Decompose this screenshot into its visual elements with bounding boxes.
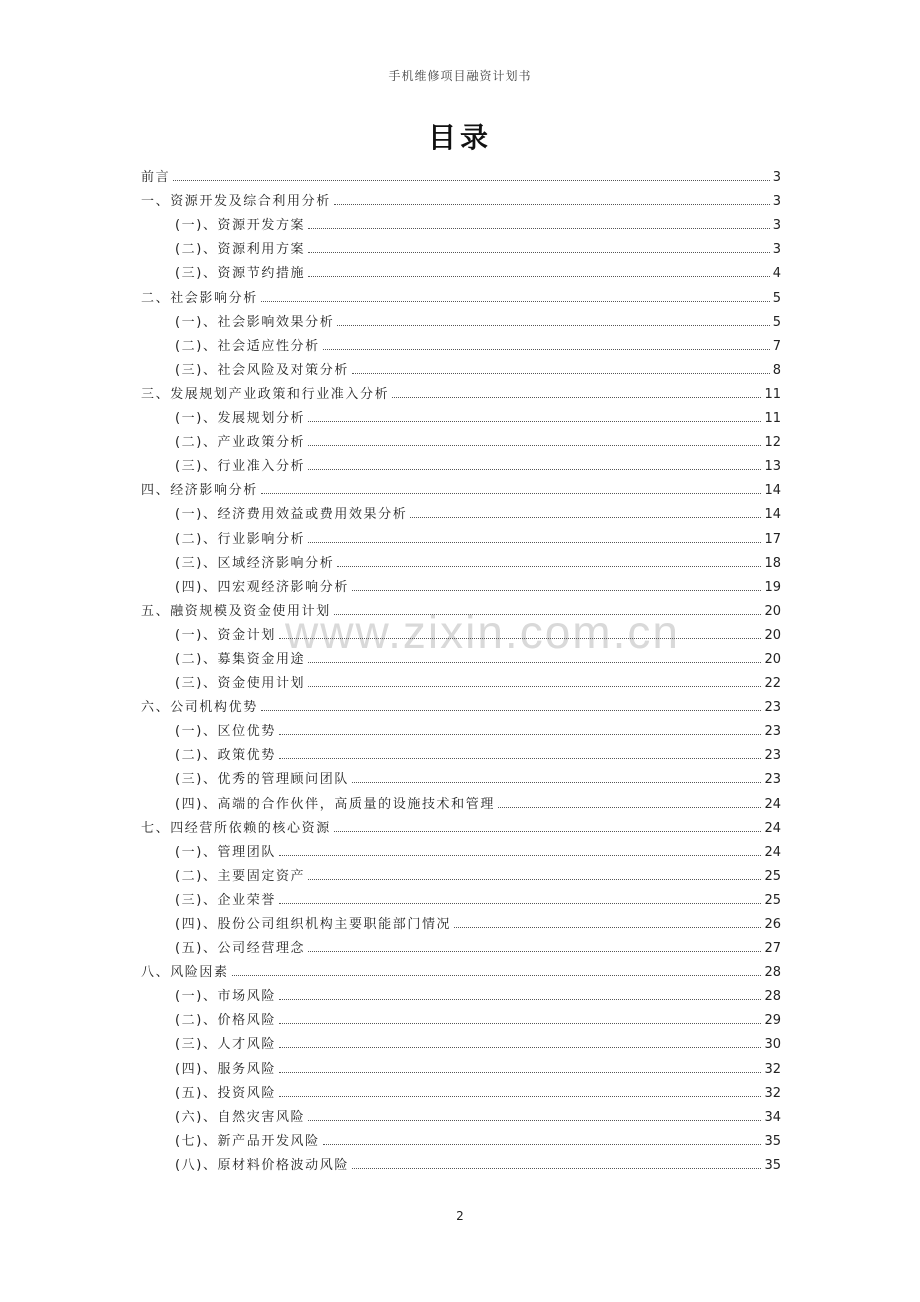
toc-dot-leader [410, 517, 761, 518]
toc-title: 目录 [427, 121, 492, 154]
toc-entry-text: (三)、社会风险及对策分析 [175, 362, 349, 378]
toc-entry[interactable] [141, 498, 781, 522]
toc-entry[interactable] [141, 980, 781, 1004]
toc-entry-text: (二)、募集资金用途 [175, 651, 306, 667]
toc-entry-text: 二、社会影响分析 [141, 290, 258, 306]
toc-entry[interactable] [141, 474, 781, 498]
toc-entry[interactable] [141, 547, 781, 571]
toc-entry[interactable] [141, 739, 781, 763]
toc-entry-page: 12 [764, 435, 781, 451]
toc-dot-leader [334, 204, 770, 205]
toc-entry[interactable] [141, 908, 781, 932]
toc-entry-page: 23 [764, 748, 781, 764]
toc-entry-text: (一)、区位优势 [175, 724, 276, 740]
watermark: www.zixin.com.cn [285, 606, 680, 658]
toc-entry[interactable] [141, 1101, 781, 1125]
toc-entry-text: (一)、经济费用效益或费用效果分析 [175, 507, 408, 523]
toc-entry[interactable] [141, 571, 781, 595]
toc-entry[interactable] [141, 378, 781, 402]
toc-dot-leader [352, 782, 762, 783]
toc-dot-leader [337, 325, 769, 326]
toc-entry-page: 27 [764, 941, 781, 957]
toc-entry-page: 5 [772, 314, 781, 330]
page-header: 手机维修项目融资计划书 [388, 69, 532, 83]
toc-entry-page: 11 [764, 386, 781, 402]
toc-dot-leader [352, 1168, 762, 1169]
toc-entry-text: (二)、产业政策分析 [175, 435, 306, 451]
toc-entry-text: (一)、管理团队 [175, 844, 276, 860]
toc-entry-text: 一、资源开发及综合利用分析 [141, 194, 331, 210]
toc-entry-page: 14 [764, 507, 781, 523]
toc-dot-leader [261, 710, 762, 711]
toc-entry-page: 18 [764, 555, 781, 571]
toc-entry[interactable] [141, 860, 781, 884]
toc-entry-page: 24 [764, 796, 781, 812]
toc-entry-text: (五)、公司经营理念 [175, 941, 306, 957]
toc-entry-page: 14 [764, 483, 781, 499]
toc-dot-leader [454, 927, 761, 928]
toc-entry-text: (二)、政策优势 [175, 748, 276, 764]
toc-entry-text: (一)、发展规划分析 [175, 411, 306, 427]
toc-entry-text: (七)、新产品开发风险 [175, 1133, 320, 1149]
toc-entry[interactable] [141, 884, 781, 908]
toc-entry[interactable] [141, 836, 781, 860]
toc-entry-page: 24 [764, 844, 781, 860]
toc-dot-leader [232, 975, 762, 976]
toc-entry-page: 29 [764, 1013, 781, 1029]
toc-dot-leader [308, 879, 761, 880]
toc-entry[interactable] [141, 1028, 781, 1052]
toc-entry-text: (四)、服务风险 [175, 1061, 276, 1077]
toc-entry-text: 七、四经营所依赖的核心资源 [141, 820, 331, 836]
toc-entry[interactable] [141, 354, 781, 378]
toc-entry-text: (四)、股份公司组织机构主要职能部门情况 [175, 917, 452, 932]
toc-entry-text: (三)、资金使用计划 [175, 676, 306, 692]
toc-dot-leader [308, 276, 770, 277]
toc-entry-page: 11 [764, 411, 781, 427]
toc-dot-leader [279, 999, 762, 1000]
toc-entry-page: 20 [764, 651, 781, 667]
toc-entry-text: (四)、高端的合作伙伴，高质量的设施技术和管理 [175, 796, 495, 812]
toc-dot-leader [308, 1120, 761, 1121]
toc-dot-leader [323, 349, 770, 350]
toc-entry[interactable] [141, 691, 781, 715]
toc-dot-leader [279, 855, 762, 856]
toc-entry[interactable] [141, 1052, 781, 1076]
toc-entry[interactable] [141, 763, 781, 787]
toc-entry-text: (三)、优秀的管理顾问团队 [175, 772, 349, 788]
toc-entry-text: 五、融资规模及资金使用计划 [141, 603, 331, 619]
toc-entry[interactable] [141, 402, 781, 426]
toc-entry-text: 六、公司机构优势 [141, 700, 258, 716]
toc-entry-page: 20 [764, 627, 781, 643]
toc-entry[interactable] [141, 426, 781, 450]
toc-dot-leader [308, 542, 761, 543]
toc-entry-text: (五)、投资风险 [175, 1085, 276, 1101]
toc-entry[interactable] [141, 667, 781, 691]
toc-dot-leader [279, 1047, 762, 1048]
toc-dot-leader [334, 614, 762, 615]
toc-entry[interactable] [141, 787, 781, 811]
toc-entry-text: (三)、人才风险 [175, 1037, 276, 1053]
toc-entry-text: (四)、四宏观经济影响分析 [175, 579, 349, 595]
toc-entry[interactable] [141, 1004, 781, 1028]
toc-entry-text: (一)、资金计划 [175, 627, 276, 643]
toc-dot-leader [308, 228, 770, 229]
toc-dot-leader [392, 397, 761, 398]
toc-entry-page: 35 [764, 1157, 781, 1173]
toc-entry-page: 20 [764, 603, 781, 619]
toc-entry-text: (三)、行业准入分析 [175, 459, 306, 475]
toc-entry[interactable] [141, 209, 781, 233]
toc-entry[interactable] [141, 1125, 781, 1149]
toc-entry[interactable] [141, 956, 781, 980]
table-of-contents [141, 161, 781, 1173]
toc-entry-page: 3 [772, 218, 781, 234]
toc-dot-leader [308, 252, 770, 253]
toc-dot-leader [498, 807, 762, 808]
toc-entry[interactable] [141, 1077, 781, 1101]
toc-entry-page: 8 [772, 362, 781, 378]
toc-entry-text: (一)、市场风险 [175, 989, 276, 1005]
toc-dot-leader [261, 493, 762, 494]
toc-entry[interactable] [141, 306, 781, 330]
toc-entry-page: 23 [764, 724, 781, 740]
toc-dot-leader [308, 421, 761, 422]
toc-entry[interactable] [141, 932, 781, 956]
toc-entry-page: 4 [772, 266, 781, 282]
toc-entry[interactable] [141, 643, 781, 667]
toc-entry[interactable] [141, 450, 781, 474]
toc-dot-leader [279, 758, 762, 759]
toc-entry-page: 5 [772, 290, 781, 306]
toc-entry[interactable] [141, 233, 781, 257]
toc-entry-page: 35 [764, 1133, 781, 1149]
toc-entry-page: 17 [764, 531, 781, 547]
toc-entry-text: 八、风险因素 [141, 965, 229, 981]
toc-dot-leader [261, 301, 770, 302]
toc-entry-page: 34 [764, 1109, 781, 1125]
toc-entry-page: 19 [764, 579, 781, 595]
page-number: 2 [456, 1209, 464, 1223]
toc-entry-page: 28 [764, 965, 781, 981]
toc-entry-page: 28 [764, 989, 781, 1005]
toc-entry-page: 25 [764, 892, 781, 908]
toc-dot-leader [308, 951, 761, 952]
toc-entry-page: 23 [764, 700, 781, 716]
toc-entry-text: (二)、资源利用方案 [175, 242, 306, 258]
toc-entry-page: 32 [764, 1061, 781, 1077]
toc-dot-leader [308, 662, 761, 663]
toc-dot-leader [308, 469, 761, 470]
toc-entry[interactable] [141, 257, 781, 281]
toc-entry[interactable] [141, 522, 781, 546]
toc-entry[interactable] [141, 161, 781, 185]
toc-entry-page: 32 [764, 1085, 781, 1101]
toc-dot-leader [308, 686, 761, 687]
toc-dot-leader [337, 566, 761, 567]
toc-entry-text: 前言 [141, 170, 171, 186]
toc-dot-leader [279, 1096, 762, 1097]
toc-entry-text: (二)、行业影响分析 [175, 531, 306, 547]
toc-entry-page: 3 [772, 170, 781, 186]
toc-entry-text: (三)、资源节约措施 [175, 266, 306, 282]
toc-entry[interactable] [141, 619, 781, 643]
toc-dot-leader [279, 1023, 762, 1024]
toc-entry-page: 30 [764, 1037, 781, 1053]
toc-entry-text: (六)、自然灾害风险 [175, 1109, 306, 1125]
toc-entry-text: 四、经济影响分析 [141, 483, 258, 499]
toc-entry[interactable] [141, 330, 781, 354]
toc-entry[interactable] [141, 595, 781, 619]
toc-entry[interactable] [141, 281, 781, 305]
toc-entry-text: (三)、区域经济影响分析 [175, 555, 335, 571]
toc-dot-leader [352, 373, 770, 374]
toc-entry[interactable] [141, 1149, 781, 1173]
toc-entry-text: (三)、企业荣誉 [175, 892, 276, 908]
toc-dot-leader [352, 590, 762, 591]
toc-entry-page: 26 [764, 917, 781, 932]
toc-dot-leader [334, 831, 762, 832]
toc-entry[interactable] [141, 812, 781, 836]
toc-entry-text: (二)、价格风险 [175, 1013, 276, 1029]
toc-entry-page: 25 [764, 868, 781, 884]
toc-entry-page: 24 [764, 820, 781, 836]
toc-dot-leader [173, 180, 770, 181]
toc-dot-leader [279, 734, 762, 735]
toc-entry-page: 3 [772, 194, 781, 210]
toc-entry-text: (二)、主要固定资产 [175, 868, 306, 884]
toc-dot-leader [279, 903, 762, 904]
toc-entry-text: (二)、社会适应性分析 [175, 338, 320, 354]
toc-dot-leader [279, 638, 762, 639]
toc-entry[interactable] [141, 715, 781, 739]
toc-entry[interactable] [141, 185, 781, 209]
toc-entry-page: 13 [764, 459, 781, 475]
toc-entry-text: (一)、社会影响效果分析 [175, 314, 335, 330]
toc-dot-leader [279, 1072, 762, 1073]
toc-entry-page: 22 [764, 676, 781, 692]
toc-dot-leader [323, 1144, 762, 1145]
toc-entry-text: (一)、资源开发方案 [175, 218, 306, 234]
toc-entry-page: 23 [764, 772, 781, 788]
toc-entry-text: 三、发展规划产业政策和行业准入分析 [141, 386, 390, 402]
toc-entry-page: 7 [772, 338, 781, 354]
toc-entry-page: 3 [772, 242, 781, 258]
toc-dot-leader [308, 445, 761, 446]
toc-entry-text: (八)、原材料价格波动风险 [175, 1157, 349, 1173]
